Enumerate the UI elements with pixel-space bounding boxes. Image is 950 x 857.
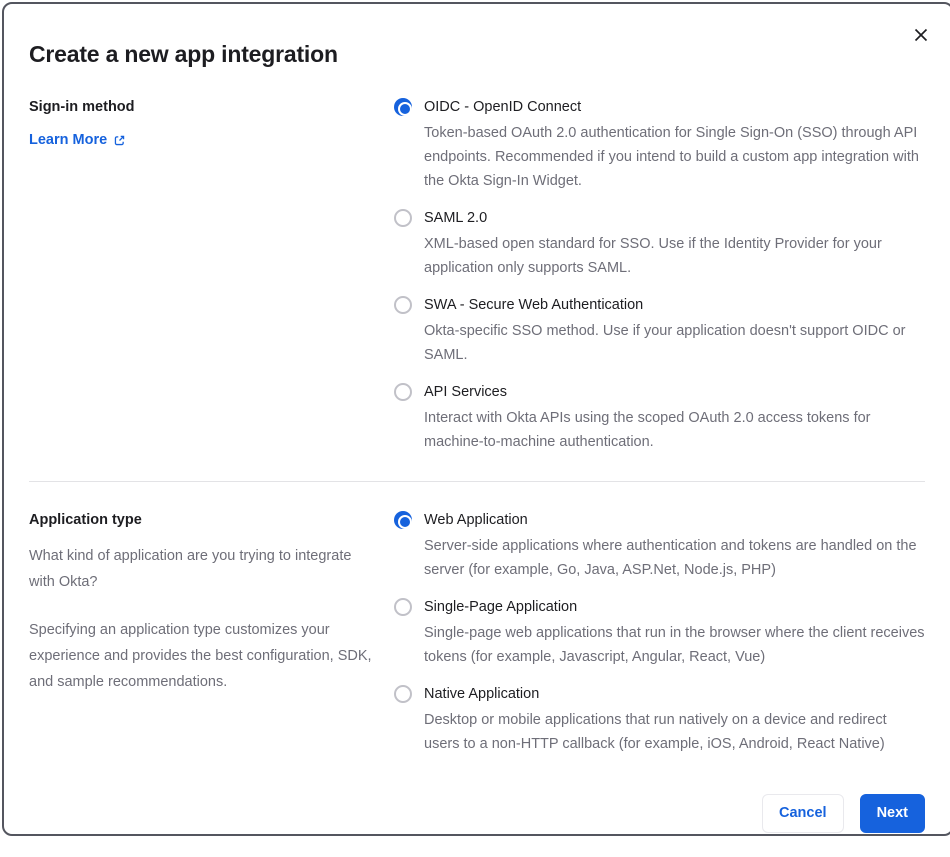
option-description: Server-side applications where authentication and tokens are handled on the server (for example, Go, Java, ASP.Net, Node.js, PHP) <box>424 538 917 578</box>
option-label[interactable]: API Services <box>424 384 507 400</box>
radio-option-api-services[interactable] <box>394 383 925 454</box>
learn-more-label: Learn More <box>29 132 108 148</box>
radio-option-web-application[interactable] <box>394 511 925 582</box>
application-type-question: What kind of application are you trying to integrate with Okta? <box>29 548 352 590</box>
radio-option-saml[interactable] <box>394 209 925 280</box>
option-description: Token-based OAuth 2.0 authentication for Single Sign-On (SSO) through API endpoints. Recommended if you intend to build a custom app integration with the Okta Sign-In Widget. <box>424 125 919 189</box>
radio-selected-icon[interactable] <box>394 511 412 529</box>
radio-unselected-icon[interactable] <box>394 296 412 314</box>
option-description: Interact with Okta APIs using the scoped OAuth 2.0 access tokens for machine-to-machine authentication. <box>424 410 871 450</box>
radio-unselected-icon[interactable] <box>394 383 412 401</box>
application-type-heading: Application type <box>29 512 142 528</box>
external-link-icon <box>113 134 126 147</box>
radio-unselected-icon[interactable] <box>394 598 412 616</box>
learn-more-link[interactable] <box>29 132 126 148</box>
create-app-integration-dialog <box>2 2 950 836</box>
option-label[interactable]: OIDC - OpenID Connect <box>424 99 582 115</box>
radio-unselected-icon[interactable] <box>394 209 412 227</box>
application-type-note: Specifying an application type customizes your experience and provides the best configuration, SDK, and sample recommendations. <box>29 622 372 690</box>
option-label[interactable]: Native Application <box>424 686 540 702</box>
sign-in-method-heading: Sign-in method <box>29 99 135 115</box>
option-label[interactable]: Single-Page Application <box>424 599 578 615</box>
dialog-title: Create a new app integration <box>29 41 338 67</box>
application-type-section <box>29 511 925 756</box>
option-label[interactable]: SAML 2.0 <box>424 210 488 226</box>
radio-option-oidc[interactable] <box>394 98 925 193</box>
section-divider <box>29 481 925 482</box>
option-label[interactable]: Web Application <box>424 512 528 528</box>
next-button[interactable]: Next <box>860 794 925 833</box>
cancel-button[interactable]: Cancel <box>762 794 844 833</box>
dialog-footer <box>29 794 925 857</box>
radio-selected-icon[interactable] <box>394 98 412 116</box>
option-description: Okta-specific SSO method. Use if your application doesn't support OIDC or SAML. <box>424 323 906 363</box>
radio-option-native-application[interactable] <box>394 685 925 756</box>
option-description: XML-based open standard for SSO. Use if the Identity Provider for your application only supports SAML. <box>424 236 882 276</box>
radio-option-single-page-application[interactable] <box>394 598 925 669</box>
option-description: Single-page web applications that run in the browser where the client receives tokens (for example, Javascript, Angular, React, Vue) <box>424 625 925 665</box>
sign-in-method-section <box>29 98 925 454</box>
option-description: Desktop or mobile applications that run natively on a device and redirect users to a non-HTTP callback (for example, iOS, Android, React Native) <box>424 712 887 752</box>
radio-unselected-icon[interactable] <box>394 685 412 703</box>
radio-option-swa[interactable] <box>394 296 925 367</box>
option-label[interactable]: SWA - Secure Web Authentication <box>424 297 644 313</box>
